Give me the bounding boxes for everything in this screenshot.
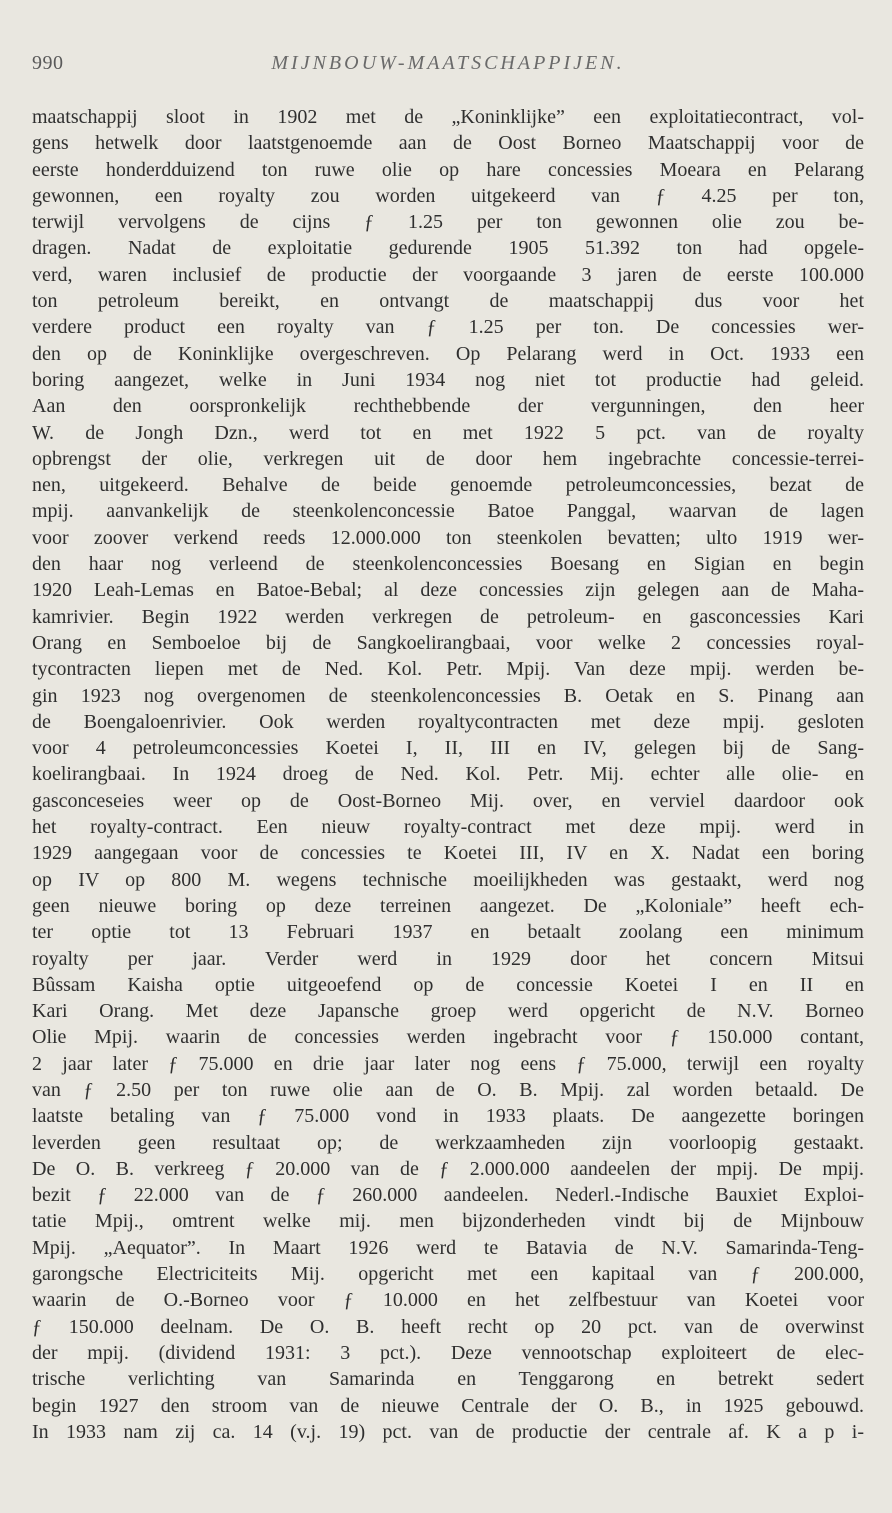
page-header [32,52,864,82]
text-line: der mpij. (dividend 1931: 3 pct.). Deze vennootschap exploiteert de elec- [32,1341,864,1364]
text-line: mpij. aanvankelijk de steenkolenconcessie Batoe Panggal, waarvan de lagen [32,500,864,523]
text-line: begin 1927 den stroom van de nieuwe Centrale der O. B., in 1925 gebouwd. [32,1394,864,1417]
text-line: ter optie tot 13 Februari 1937 en betaalt zoolang een minimum [32,921,864,944]
text-line: ƒ 150.000 deelnam. De O. B. heeft recht op 20 pct. van de overwinst [32,1315,864,1338]
text-line: 2 jaar later ƒ 75.000 en drie jaar later nog eens ƒ 75.000, terwijl een royalty [32,1052,864,1075]
text-line: den op de Koninklijke overgeschreven. Op Pelarang werd in Oct. 1933 een [32,342,864,365]
text-line: verd, waren inclusief de productie der voorgaande 3 jaren de eerste 100.000 [32,263,864,286]
text-line: gasconceseies weer op de Oost-Borneo Mij. over, en verviel daardoor ook [32,789,864,812]
text-line: waarin de O.-Borneo voor ƒ 10.000 en het zelfbestuur van Koetei voor [32,1289,864,1312]
text-line: W. de Jongh Dzn., werd tot en met 1922 5 pct. van de royalty [32,421,864,444]
text-line: In 1933 nam zij ca. 14 (v.j. 19) pct. van de productie der centrale af. K a p i- [32,1420,864,1443]
text-line: bezit ƒ 22.000 van de ƒ 260.000 aandeelen. Nederl.-Indische Bauxiet Exploi- [32,1184,864,1207]
text-line: laatste betaling van ƒ 75.000 vond in 1933 plaats. De aangezette boringen [32,1105,864,1128]
text-line: 1929 aangegaan voor de concessies te Koetei III, IV en X. Nadat een boring [32,842,864,865]
text-line: gewonnen, een royalty zou worden uitgekeerd van ƒ 4.25 per ton, [32,184,864,207]
text-line: op IV op 800 M. wegens technische moeilijkheden was gestaakt, werd nog [32,868,864,891]
text-line: Bûssam Kaisha optie uitgeoefend op de concessie Koetei I en II en [32,973,864,996]
body-text [32,104,864,1445]
text-line: den haar nog verleend de steenkolenconcessies Boesang en Sigian en begin [32,553,864,576]
text-line: 1920 Leah-Lemas en Batoe-Bebal; al deze concessies zijn gelegen aan de Maha- [32,579,864,602]
text-line: De O. B. verkreeg ƒ 20.000 van de ƒ 2.000.000 aandeelen der mpij. De mpij. [32,1157,864,1180]
text-line: geen nieuwe boring op deze terreinen aangezet. De „Koloniale” heeft ech- [32,894,864,917]
text-line: boring aangezet, welke in Juni 1934 nog niet tot productie had geleid. [32,368,864,391]
text-line: verdere product een royalty van ƒ 1.25 per ton. De concessies wer- [32,316,864,339]
page-number: 990 [32,52,64,74]
text-line: van ƒ 2.50 per ton ruwe olie aan de O. B. Mpij. zal worden betaald. De [32,1078,864,1101]
text-line: garongsche Electriciteits Mij. opgericht met een kapitaal van ƒ 200.000, [32,1263,864,1286]
text-line: Olie Mpij. waarin de concessies werden ingebracht voor ƒ 150.000 contant, [32,1026,864,1049]
text-line: nen, uitgekeerd. Behalve de beide genoemde petroleumconcessies, bezat de [32,474,864,497]
running-title: MIJNBOUW-MAATSCHAPPIJEN. [271,52,625,74]
text-line: royalty per jaar. Verder werd in 1929 door het concern Mitsui [32,947,864,970]
text-line: opbrengst der olie, verkregen uit de door hem ingebrachte concessie-terrei- [32,447,864,470]
text-line: het royalty-contract. Een nieuw royalty-contract met deze mpij. werd in [32,816,864,839]
text-line: Kari Orang. Met deze Japansche groep werd opgericht de N.V. Borneo [32,1000,864,1023]
text-line: leverden geen resultaat op; de werkzaamheden zijn voorloopig gestaakt. [32,1131,864,1154]
text-line: voor 4 petroleumconcessies Koetei I, II, III en IV, gelegen bij de Sang- [32,737,864,760]
text-line: gens hetwelk door laatstgenoemde aan de Oost Borneo Maatschappij voor de [32,132,864,155]
text-line: Orang en Semboeloe bij de Sangkoelirangbaai, voor welke 2 concessies royal- [32,631,864,654]
text-line: ton petroleum bereikt, en ontvangt de maatschappij dus voor het [32,290,864,313]
text-line: Aan den oorspronkelijk rechthebbende der vergunningen, den heer [32,395,864,418]
text-line: gin 1923 nog overgenomen de steenkolenconcessies B. Oetak en S. Pinang aan [32,684,864,707]
text-line: tatie Mpij., omtrent welke mij. men bijzonderheden vindt bij de Mijnbouw [32,1210,864,1233]
text-line: dragen. Nadat de exploitatie gedurende 1905 51.392 ton had opgele- [32,237,864,260]
text-line: tycontracten liepen met de Ned. Kol. Petr. Mpij. Van deze mpij. werden be- [32,658,864,681]
text-line: de Boengaloenrivier. Ook werden royaltycontracten met deze mpij. gesloten [32,710,864,733]
text-line: voor zoover verkend reeds 12.000.000 ton steenkolen bevatten; ulto 1919 wer- [32,526,864,549]
text-line: maatschappij sloot in 1902 met de „Koninklijke” een exploitatiecontract, vol- [32,106,864,128]
text-line: koelirangbaai. In 1924 droeg de Ned. Kol. Petr. Mij. echter alle olie- en [32,763,864,786]
text-line: kamrivier. Begin 1922 werden verkregen de petroleum- en gasconcessies Kari [32,605,864,628]
text-line: Mpij. „Aequator”. In Maart 1926 werd te Batavia de N.V. Samarinda-Teng- [32,1236,864,1259]
text-line: eerste honderdduizend ton ruwe olie op hare concessies Moeara en Pelarang [32,158,864,181]
text-line: terwijl vervolgens de cijns ƒ 1.25 per ton gewonnen olie zou be- [32,211,864,234]
text-line: trische verlichting van Samarinda en Tenggarong en betrekt sedert [32,1368,864,1391]
